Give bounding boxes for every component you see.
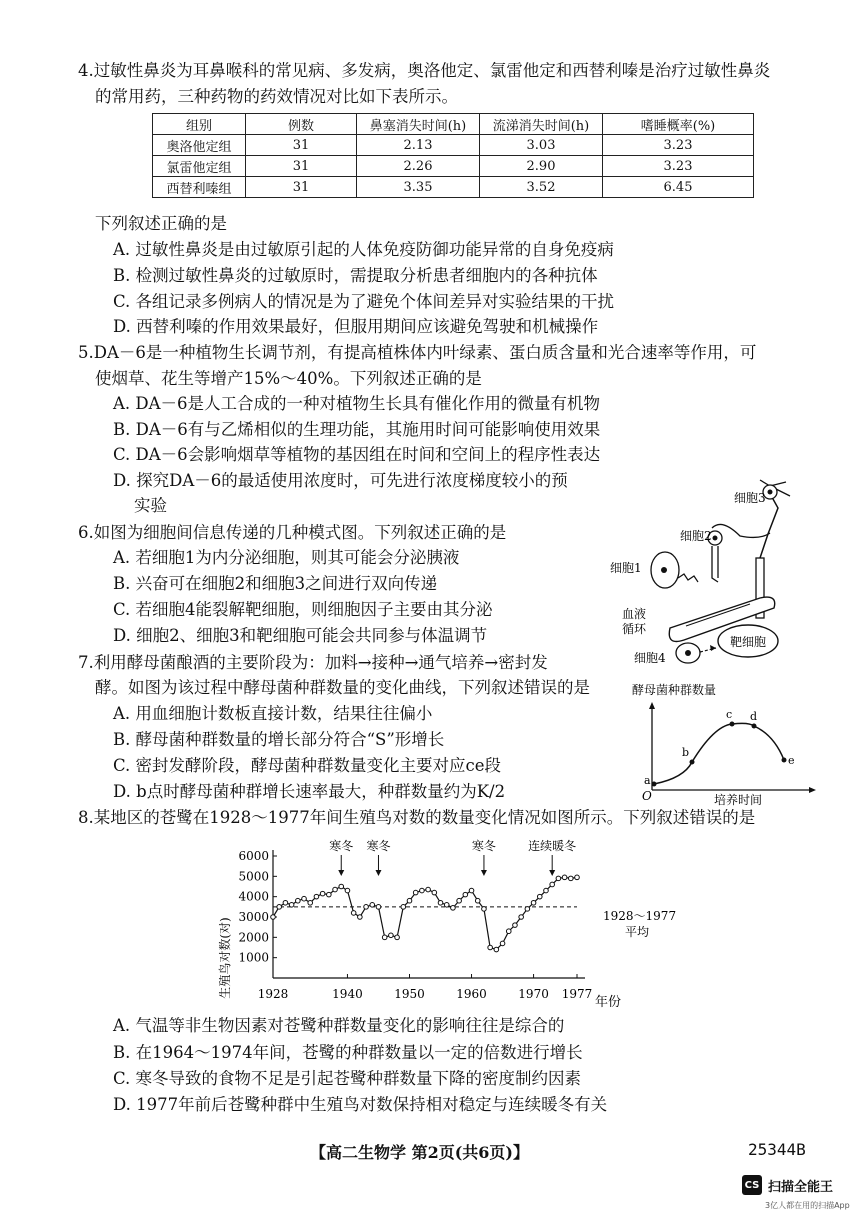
cell2-label: 细胞2 — [680, 529, 712, 543]
x-tick-label: 1950 — [394, 987, 425, 1001]
table-cell: 31 — [246, 156, 357, 177]
data-point — [550, 882, 555, 887]
table-header-row — [153, 114, 754, 135]
cell4-nucleus — [685, 650, 691, 656]
q4-stem-line2: 的常用药，三种药物的药效情况对比如下表所示。 — [95, 87, 458, 106]
q8-option-a: A. 气温等非生物因素对苍鹭种群数量变化的影响往往是综合的 — [113, 1016, 565, 1035]
q5-stem-line1: 5.DA－6是一种植物生长调节剂，有提高植株体内叶绿素、蛋白质含量和光合速率等作用，可 — [78, 343, 757, 362]
table-header-cell: 流涕消失时间(h) — [480, 114, 603, 135]
data-point — [320, 891, 325, 896]
data-point — [475, 898, 480, 903]
cell1-signal-wave — [678, 574, 698, 582]
q7-option-a: A. 用血细胞计数板直接计数，结果往往偏小 — [113, 704, 433, 723]
cell2-nucleus — [713, 536, 718, 541]
q7-option-d: D. b点时酵母菌种群增长速率最大，种群数量约为K/2 — [113, 782, 506, 801]
exam-code: 25344B — [748, 1140, 806, 1159]
table-cell: 3.35 — [357, 177, 480, 198]
origin-label: O — [642, 789, 652, 803]
data-point — [289, 903, 294, 908]
data-point — [463, 892, 468, 897]
q5-option-a: A. DA－6是人工合成的一种对植物生长具有催化作用的微量有机物 — [113, 394, 601, 413]
data-point — [382, 935, 387, 940]
point-b-label: b — [682, 746, 690, 759]
annotation-label: 寒冬 — [366, 839, 391, 853]
heron-series — [271, 875, 580, 952]
heron-axes — [238, 849, 592, 1001]
q5-option-d-line2: 实验 — [134, 496, 167, 515]
data-point — [327, 892, 332, 897]
point-e-label: e — [788, 754, 795, 767]
table-cell: 31 — [246, 177, 357, 198]
point-a-label: a — [644, 774, 651, 787]
yeast-xlabel: 培养时间 — [714, 793, 763, 807]
annotation-label: 寒冬 — [471, 839, 496, 853]
cell1-nucleus — [661, 567, 667, 573]
data-point — [339, 884, 344, 889]
blood-label: 血液 — [622, 607, 647, 621]
yeast-curve — [654, 723, 784, 784]
table-cell: 3.03 — [480, 135, 603, 156]
q6-stem: 6.如图为细胞间信息传递的几种模式图。下列叙述正确的是 — [78, 523, 507, 542]
page-footer-title: 【高二生物学 第2页(共6页)】 — [310, 1143, 529, 1162]
data-point — [525, 907, 530, 912]
target-cell-label: 靶细胞 — [730, 635, 767, 649]
data-point — [451, 906, 456, 911]
data-point — [314, 894, 319, 899]
y-tick-label: 2000 — [238, 930, 269, 945]
data-point — [482, 907, 487, 912]
data-point — [562, 875, 567, 880]
q4-option-d: D. 西替利嗪的作用效果最好，但服用期间应该避免驾驶和机械操作 — [113, 317, 599, 336]
x-tick-label: 1940 — [332, 987, 363, 1001]
q5-option-c: C. DA－6会影响烟草等植物的基因组在时间和空间上的程序性表达 — [113, 445, 601, 464]
arrow-down-icon — [338, 870, 344, 876]
data-point — [426, 887, 431, 892]
q6-option-d: D. 细胞2、细胞3和靶细胞可能会共同参与体温调节 — [113, 626, 488, 645]
q5-option-d-line1: D. 探究DA－6的最适使用浓度时，可先进行浓度梯度较小的预 — [113, 471, 568, 490]
arrow-down-icon — [549, 870, 555, 876]
q5-option-b: B. DA－6有与乙烯相似的生理功能，其施用时间可能影响使用效果 — [113, 420, 601, 439]
data-point — [519, 915, 524, 920]
q6-option-c: C. 若细胞4能裂解靶细胞，则细胞因子主要由其分泌 — [113, 600, 493, 619]
data-point — [506, 929, 511, 934]
circulation-label: 循环 — [622, 622, 647, 636]
table-cell: 31 — [246, 135, 357, 156]
q7-stem-line2: 酵。如图为该过程中酵母菌种群数量的变化曲线，下列叙述错误的是 — [95, 678, 590, 697]
data-point — [494, 947, 499, 952]
data-point — [500, 941, 505, 946]
drug-efficacy-table — [152, 113, 754, 198]
q4-option-a: A. 过敏性鼻炎是由过敏原引起的人体免疫防御功能异常的自身免疫病 — [113, 240, 614, 259]
y-tick-label: 4000 — [238, 889, 269, 904]
y-axis-arrow-icon — [649, 702, 655, 709]
heron-ylabel: 生殖鸟对数(对) — [218, 917, 232, 999]
table-cell: 2.26 — [357, 156, 480, 177]
arrow-head-icon — [710, 645, 716, 651]
table-row — [153, 177, 754, 198]
data-point — [413, 890, 418, 895]
point-c — [730, 722, 735, 727]
x-tick-label: 1977 — [561, 987, 593, 1001]
data-point — [556, 876, 561, 881]
watermark-subtext: 3亿人都在用的扫描App — [765, 1201, 850, 1210]
y-tick-label: 1000 — [238, 950, 269, 965]
data-point — [544, 888, 549, 893]
data-point — [444, 903, 449, 908]
x-axis-arrow-icon — [809, 787, 816, 793]
table-cell: 2.90 — [480, 156, 603, 177]
table-cell: 奥洛他定组 — [153, 135, 246, 156]
data-point — [568, 876, 573, 881]
point-d — [752, 724, 757, 729]
data-point — [351, 911, 356, 916]
data-point — [277, 905, 282, 910]
data-point — [376, 905, 381, 910]
cell1-label: 细胞1 — [610, 561, 642, 575]
watermark-text: 扫描全能王 — [768, 1179, 834, 1195]
cell3-label: 细胞3 — [734, 491, 766, 505]
cell3-axon — [720, 490, 778, 613]
q6-option-b: B. 兴奋可在细胞2和细胞3之间进行双向传递 — [113, 574, 438, 593]
heron-xlabel: 年份 — [595, 995, 622, 1010]
heron-population-chart — [215, 838, 677, 1016]
point-e — [782, 758, 787, 763]
data-point — [345, 888, 350, 893]
table-header-cell: 鼻塞消失时间(h) — [357, 114, 480, 135]
cell3-nucleus — [768, 490, 773, 495]
data-point — [531, 900, 536, 905]
table-cell: 3.23 — [603, 156, 754, 177]
table-cell: 西替利嗪组 — [153, 177, 246, 198]
data-point — [333, 887, 338, 892]
table-header-cell: 组别 — [153, 114, 246, 135]
table-header-cell: 嗜睡概率(%) — [603, 114, 754, 135]
arrow-down-icon — [481, 870, 487, 876]
data-point — [457, 898, 462, 903]
q4-prompt: 下列叙述正确的是 — [95, 214, 227, 233]
data-point — [395, 935, 400, 940]
data-point — [438, 900, 443, 905]
data-point — [469, 888, 474, 893]
q8-option-d: D. 1977年前后苍鹭种群中生殖鸟对数保持相对稳定与连续暖冬有关 — [113, 1095, 608, 1114]
q4-stem-line1: 4.过敏性鼻炎为耳鼻喉科的常见病、多发病，奥洛他定、氯雷他定和西替利嗪是治疗过敏性鼻炎 — [78, 61, 771, 80]
average-label: 平均 — [625, 925, 650, 939]
table-row — [153, 156, 754, 177]
q7-option-c: C. 密封发酵阶段，酵母菌种群数量变化主要对应ce段 — [113, 756, 502, 775]
y-tick-label: 5000 — [238, 869, 269, 884]
data-point — [407, 898, 412, 903]
cell-signaling-diagram — [600, 478, 810, 678]
yeast-growth-chart — [624, 680, 824, 808]
arrow-down-icon — [375, 870, 381, 876]
y-tick-label: 6000 — [238, 849, 269, 863]
series-line — [273, 877, 577, 949]
annotation-label: 寒冬 — [329, 839, 354, 853]
data-point — [401, 905, 406, 910]
q4-option-c: C. 各组记录多例病人的情况是为了避免个体间差异对实验结果的干扰 — [113, 292, 615, 311]
data-point — [302, 896, 307, 901]
table-cell: 氯雷他定组 — [153, 156, 246, 177]
q7-option-b: B. 酵母菌种群数量的增长部分符合“S”形增长 — [113, 730, 445, 749]
q6-option-a: A. 若细胞1为内分泌细胞，则其可能会分泌胰液 — [113, 548, 460, 567]
point-a — [652, 782, 657, 787]
q7-stem-line1: 7.利用酵母菌酿酒的主要阶段为：加料→接种→通气培养→密封发 — [78, 653, 548, 672]
data-point — [271, 915, 276, 920]
data-point — [575, 875, 580, 880]
q4-option-b: B. 检测过敏性鼻炎的过敏原时，需提取分析患者细胞内的各种抗体 — [113, 266, 598, 285]
data-point — [358, 915, 363, 920]
cell4-label: 细胞4 — [634, 651, 666, 665]
annotation-label: 连续暖冬 — [528, 839, 577, 853]
x-tick-label: 1960 — [456, 987, 487, 1001]
data-point — [513, 923, 518, 928]
heron-annotations — [329, 838, 576, 876]
table-row — [153, 135, 754, 156]
table-cell: 2.13 — [357, 135, 480, 156]
table-header-cell: 例数 — [246, 114, 357, 135]
scanner-watermark — [742, 1175, 833, 1195]
q8-option-c: C. 寒冬导致的食物不足是引起苍鹭种群数量下降的密度制约因素 — [113, 1069, 582, 1088]
data-point — [420, 888, 425, 893]
table-cell: 6.45 — [603, 177, 754, 198]
point-d-label: d — [750, 710, 758, 723]
data-point — [308, 900, 313, 905]
camscanner-icon: CS — [742, 1175, 762, 1195]
x-tick-label: 1970 — [518, 987, 549, 1001]
yeast-ylabel: 酵母菌种群数量 — [632, 683, 717, 697]
average-range-label: 1928～1977 — [603, 909, 677, 923]
q8-stem: 8.某地区的苍鹭在1928～1977年间生殖鸟对数的数量变化情况如图所示。下列叙述错误的是 — [78, 808, 756, 827]
data-point — [537, 894, 542, 899]
table-cell: 3.52 — [480, 177, 603, 198]
cell2-axon — [712, 546, 718, 582]
point-b — [690, 760, 695, 765]
data-point — [389, 933, 394, 938]
data-point — [432, 890, 437, 895]
data-point — [488, 945, 493, 950]
data-point — [370, 903, 375, 908]
data-point — [364, 905, 369, 910]
point-c-label: c — [726, 708, 733, 721]
data-point — [283, 900, 288, 905]
x-tick-label: 1928 — [257, 987, 289, 1001]
table-cell: 3.23 — [603, 135, 754, 156]
q5-stem-line2: 使烟草、花生等增产15%～40%。下列叙述正确的是 — [95, 369, 482, 388]
y-tick-label: 3000 — [238, 910, 269, 924]
q8-option-b: B. 在1964～1974年间，苍鹭的种群数量以一定的倍数进行增长 — [113, 1043, 583, 1062]
data-point — [296, 898, 301, 903]
